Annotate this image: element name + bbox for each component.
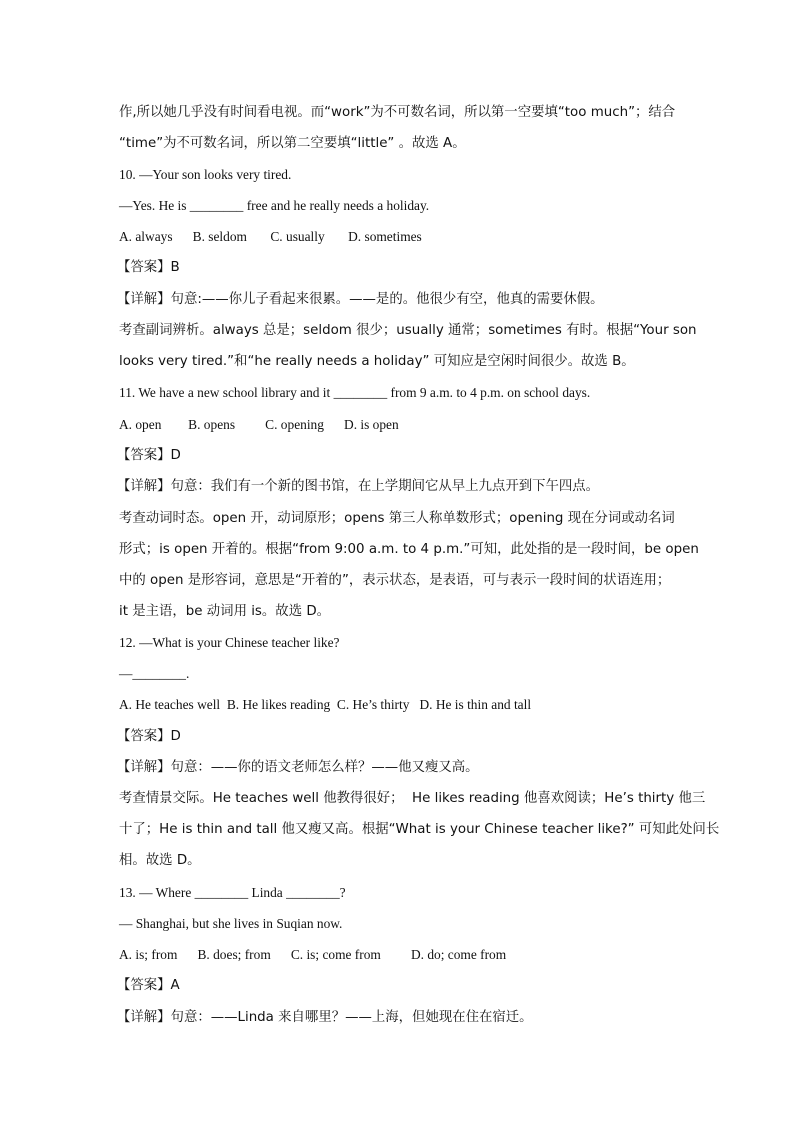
question-10-options: A. always B. seldom C. usually D. sometimes xyxy=(119,229,422,244)
question-12-answer: 【答案】D xyxy=(117,729,181,744)
question-12-options: A. He teaches well B. He likes reading C. He’s thirty D. He is thin and tall xyxy=(119,697,532,712)
question-12-stem: 12. —What is your Chinese teacher like? xyxy=(119,635,340,650)
question-11-options: A. open B. opens C. opening D. is open xyxy=(119,417,399,432)
question-13-stem: 13. — Where ________ Linda ________? xyxy=(119,885,346,900)
question-13-reply: — Shanghai, but she lives in Suqian now. xyxy=(119,916,343,931)
question-13-answer: 【答案】A xyxy=(117,978,180,993)
text-line-2: “time”为不可数名词，所以第二空要填“little” 。故选 A。 xyxy=(119,136,466,151)
question-11-explanation-4: it 是主语，be 动词用 is。故选 D。 xyxy=(119,604,331,619)
question-12-explanation-3: 相。故选 D。 xyxy=(119,853,201,868)
text-line-1: 作,所以她几乎没有时间看电视。而“work”为不可数名词，所以第一空要填“too much”；结合 xyxy=(119,105,676,120)
question-11-explanation-1: 考查动词时态。open 开，动词原形；opens 第三人称单数形式；opening 现在分词或动名词 xyxy=(119,511,675,526)
question-13-explanation-meaning: 【详解】句意：——Linda 来自哪里？——上海，但她现在住在宿迁。 xyxy=(117,1010,533,1025)
question-11-explanation-2: 形式；is open 开着的。根据“from 9:00 a.m. to 4 p.m.”可知，此处指的是一段时间，be open xyxy=(119,542,699,557)
question-12-explanation-2: 十了；He is thin and tall 他又瘦又高。根据“What is your Chinese teacher like?” 可知此处问长 xyxy=(119,822,720,837)
question-10-explanation-1: 考查副词辨析。always 总是；seldom 很少；usually 通常；sometimes 有时。根据“Your son xyxy=(119,323,697,338)
question-10-reply: —Yes. He is ________ free and he really needs a holiday. xyxy=(119,198,430,213)
question-12-explanation-1: 考查情景交际。He teaches well 他教得很好； He likes reading 他喜欢阅读；He’s thirty 他三 xyxy=(119,791,706,806)
question-10-explanation-meaning: 【详解】句意:——你儿子看起来很累。——是的。他很少有空，他真的需要休假。 xyxy=(117,292,604,307)
question-11-answer: 【答案】D xyxy=(117,448,181,463)
question-11-explanation-3: 中的 open 是形容词，意思是“开着的”，表示状态，是表语，可与表示一段时间的状语连用； xyxy=(119,573,671,588)
question-12-reply: —________. xyxy=(119,666,190,681)
question-12-explanation-meaning: 【详解】句意：——你的语文老师怎么样？——他又瘦又高。 xyxy=(117,760,479,775)
question-11-stem: 11. We have a new school library and it ________ from 9 a.m. to 4 p.m. on school days. xyxy=(119,385,591,400)
question-10-stem: 10. —Your son looks very tired. xyxy=(119,167,292,182)
question-10-answer: 【答案】B xyxy=(117,260,180,275)
question-11-explanation-meaning: 【详解】句意：我们有一个新的图书馆，在上学期间它从早上九点开到下午四点。 xyxy=(117,479,600,494)
question-10-explanation-2: looks very tired.”和“he really needs a holiday” 可知应是空闲时间很少。故选 B。 xyxy=(119,354,635,369)
question-13-options: A. is; from B. does; from C. is; come from D. do; come from xyxy=(119,947,507,962)
